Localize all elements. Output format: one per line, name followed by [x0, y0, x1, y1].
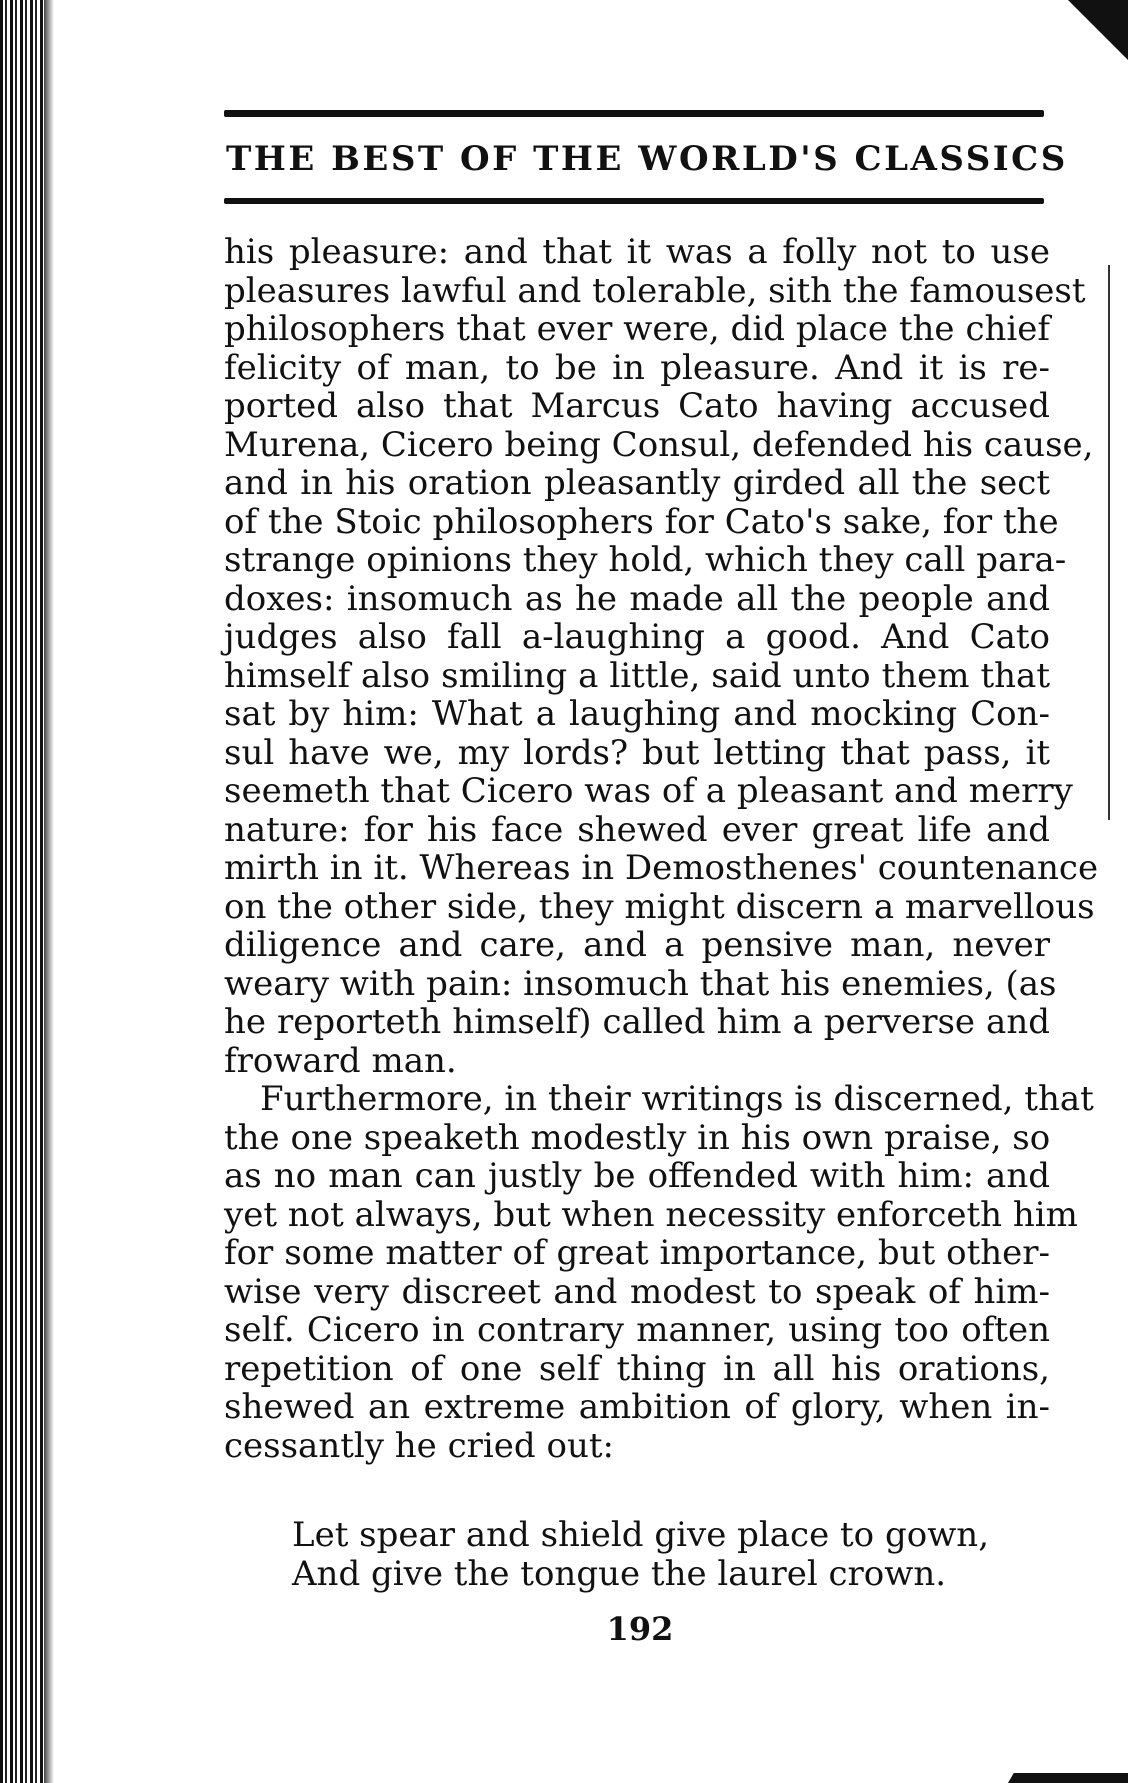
text-line: repetition of one self thing in all his orations,: [224, 1348, 1050, 1389]
text-line: diligence and care, and a pensive man, never: [224, 925, 1050, 965]
text-line: doxes: insomuch as he made all the people and: [224, 578, 1050, 619]
text-line: he reporteth himself) called him a perverse and: [224, 1002, 1050, 1042]
text-line: mirth in it. Whereas in Demosthenes' countenance: [224, 848, 1099, 888]
text-line: cessantly he cried out:: [224, 1425, 614, 1466]
running-head: THE BEST OF THE WORLD'S CLASSICS: [226, 139, 1068, 179]
text-line: for some matter of great importance, but other-: [224, 1233, 1050, 1273]
text-line: ported also that Marcus Cato having accused: [224, 386, 1050, 426]
text-line: strange opinions they hold, which they call para-: [224, 540, 1067, 580]
verse-quote: [292, 1516, 989, 1593]
text-line: seemeth that Cicero was of a pleasant and merry: [224, 771, 1073, 811]
text-line: and in his oration pleasantly girded all the sect: [224, 463, 1050, 503]
text-line: as no man can justly be offended with him: and: [224, 1156, 1050, 1196]
text-line: self. Cicero in contrary manner, using too often: [224, 1310, 1050, 1350]
text-line: shewed an extreme ambition of glory, when in-: [224, 1387, 1050, 1427]
binding-shadow: [44, 0, 54, 1783]
text-line: sul have we, my lords? but letting that pass, it: [224, 732, 1050, 773]
text-line: weary with pain: insomuch that his enemies, (as: [224, 963, 1057, 1004]
text-line: on the other side, they might discern a marvellous: [224, 886, 1095, 927]
text-line: pleasures lawful and tolerable, sith the famousest: [224, 270, 1086, 311]
text-line: his pleasure: and that it was a folly not to use: [224, 232, 1050, 272]
text-line: philosophers that ever were, did place the chief: [224, 309, 1050, 349]
page-corner-top-right: [1068, 0, 1128, 60]
header-rule-top: [224, 110, 1044, 117]
book-binding-edge: [0, 0, 44, 1783]
text-line: judges also fall a-laughing a good. And Cato: [224, 617, 1050, 657]
right-margin-mark: [1108, 265, 1110, 820]
header-rule-bottom: [224, 198, 1044, 204]
text-line: sat by him: What a laughing and mocking Con-: [224, 694, 1050, 734]
text-line: yet not always, but when necessity enforceth him: [224, 1194, 1078, 1235]
text-line: himself also smiling a little, said unto them that: [224, 655, 1050, 696]
verse-line: Let spear and shield give place to gown,: [292, 1515, 989, 1555]
text-line: Furthermore, in their writings is discerned, that: [260, 1079, 1094, 1119]
text-line: wise very discreet and modest to speak of him-: [224, 1271, 1050, 1312]
text-line: Murena, Cicero being Consul, defended his cause,: [224, 424, 1094, 465]
text-line: the one speaketh modestly in his own praise, so: [224, 1117, 1051, 1158]
body-text: [224, 232, 1099, 1466]
text-line: froward man.: [224, 1040, 457, 1081]
verse-line: And give the tongue the laurel crown.: [292, 1553, 947, 1594]
text-line: nature: for his face shewed ever great life and: [224, 809, 1050, 850]
text-line: of the Stoic philosophers for Cato's sake, for the: [224, 501, 1059, 542]
text-line: felicity of man, to be in pleasure. And it is re-: [224, 347, 1050, 388]
page-number: 192: [606, 1610, 674, 1648]
page-corner-bottom-right: [1008, 1757, 1128, 1783]
